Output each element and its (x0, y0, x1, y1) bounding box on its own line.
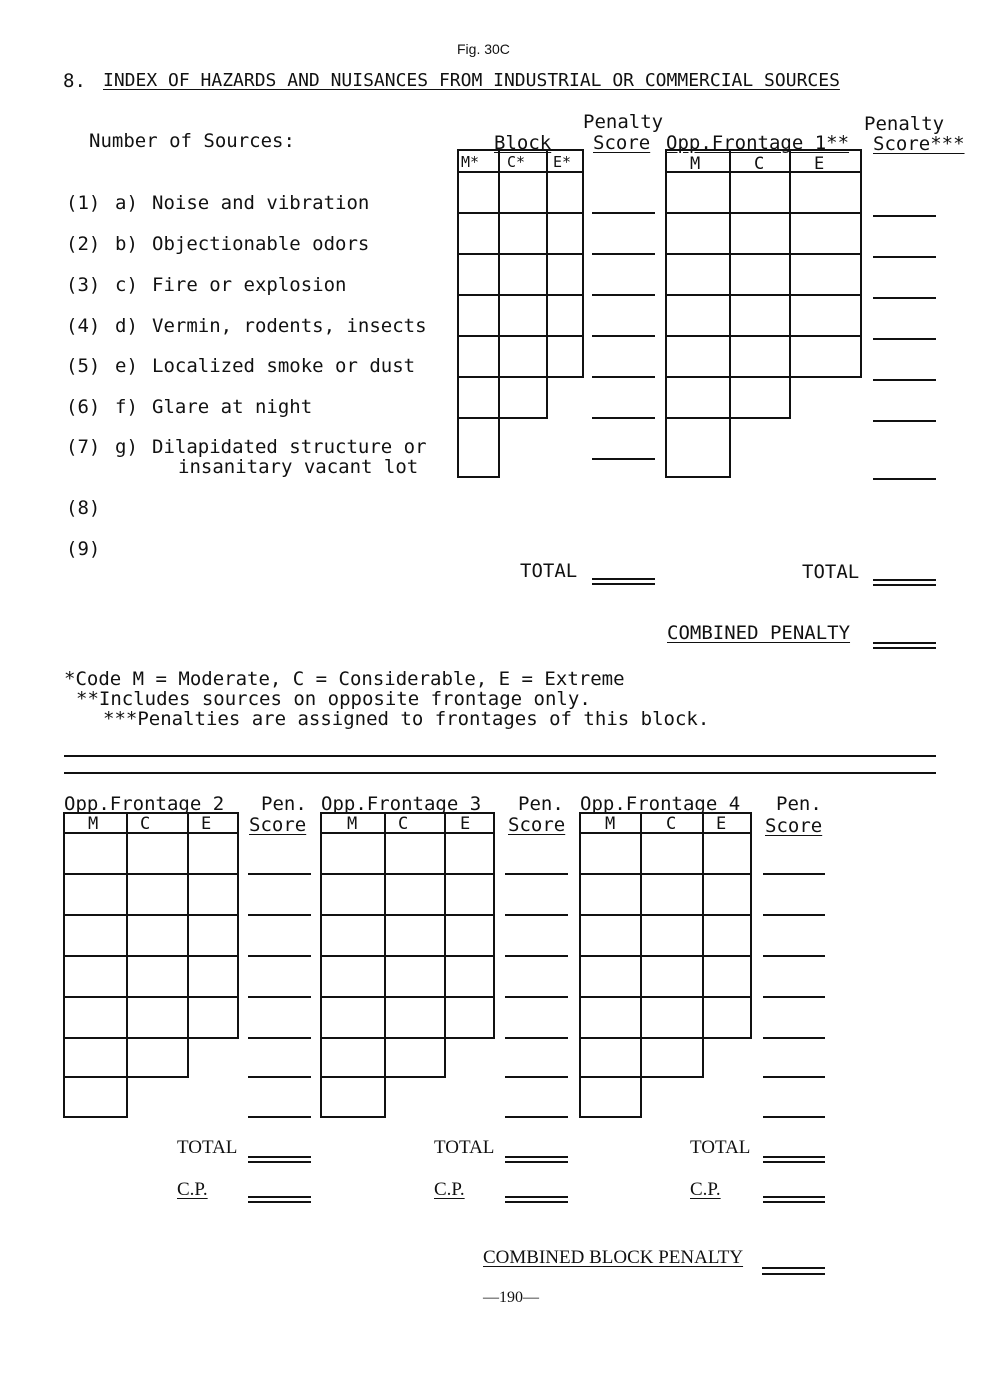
opp-frontage-3-header: Opp.Frontage 3 (321, 793, 482, 815)
item-num-6: (6) (66, 396, 101, 418)
block-grid-cell (499, 377, 547, 418)
opp4-grid-cell (703, 874, 751, 915)
block-grid-cell (499, 213, 547, 254)
item-num-4: (4) (66, 315, 101, 337)
opp3-col-c: C (398, 814, 409, 834)
opp-frontage-4-header: Opp.Frontage 4 (580, 793, 741, 815)
opp4-grid-cell (580, 833, 641, 874)
item-text-7-cont: insanitary vacant lot (178, 456, 419, 478)
item-num-2: (2) (66, 233, 101, 255)
opp2-grid-cell (64, 997, 127, 1038)
opp2-grid-cell (127, 997, 188, 1038)
opp3-total-label: TOTAL (434, 1137, 495, 1158)
opp3-grid-cell (385, 874, 445, 915)
opp3-grid-cell (445, 874, 494, 915)
item-num-8: (8) (66, 497, 101, 519)
opp2-grid-cell (127, 915, 188, 956)
opp4-total-label: TOTAL (690, 1137, 751, 1158)
opp1-grid-cell (666, 377, 730, 418)
opp3-grid-cell (385, 1038, 445, 1077)
item-letter-7: g) (115, 436, 138, 458)
opp4-grid-cell (703, 956, 751, 997)
item-letter-6: f) (115, 396, 138, 418)
opp3-pen-label: Pen. (518, 793, 564, 815)
block-grid-cell (547, 213, 583, 254)
opp4-grid-cell (703, 833, 751, 874)
combined-block-penalty-label: COMBINED BLOCK PENALTY (483, 1247, 744, 1268)
opp2-grid-cell (188, 874, 238, 915)
combined-penalty-label: COMBINED PENALTY (667, 622, 851, 644)
item-text-2: Objectionable odors (152, 233, 370, 255)
opp2-grid-cell (188, 956, 238, 997)
opp2-grid-cell (188, 997, 238, 1038)
opp4-score-label: Score (765, 815, 823, 837)
opp3-grid-cell (445, 915, 494, 956)
opp3-grid-cell (385, 997, 445, 1038)
opp3-grid-cell (445, 956, 494, 997)
opp3-grid-cell (321, 874, 385, 915)
opp4-grid-cell (641, 874, 703, 915)
opp3-grid-cell (445, 997, 494, 1038)
opp2-col-m: M (88, 814, 99, 834)
opp4-col-m: M (605, 814, 616, 834)
block-col-m: M* (461, 153, 480, 171)
opp1-grid-header-row (666, 150, 861, 172)
opp3-grid-header-row (321, 813, 494, 833)
block-grid-cell (499, 336, 547, 377)
item-letter-1: a) (115, 192, 138, 214)
figure-label: Fig. 30C (457, 41, 510, 57)
opp4-col-e: E (716, 814, 727, 834)
opp3-grid-cell (445, 833, 494, 874)
opp1-grid-cell (666, 213, 730, 254)
opp3-grid-cell (321, 1038, 385, 1077)
opp4-grid-cell (580, 1077, 641, 1117)
item-letter-4: d) (115, 315, 138, 337)
opp4-col-c: C (666, 814, 677, 834)
opp2-grid-cell (127, 1038, 188, 1077)
item-text-5: Localized smoke or dust (152, 355, 416, 377)
opp4-grid-cell (580, 915, 641, 956)
opp1-col-c: C (754, 154, 765, 174)
block-grid-cell (458, 172, 499, 213)
block-grid-cell (458, 254, 499, 295)
opp2-grid-cell (64, 874, 127, 915)
opp2-grid-cell (64, 1077, 127, 1117)
opp4-grid-cell (580, 956, 641, 997)
opp3-score-label: Score (508, 814, 566, 836)
item-num-1: (1) (66, 192, 101, 214)
opp4-grid-cell (580, 1038, 641, 1077)
opp2-total-label: TOTAL (177, 1137, 238, 1158)
opp1-grid-cell (790, 295, 861, 336)
opp3-grid-cell (385, 956, 445, 997)
opp3-grid-cell (321, 997, 385, 1038)
item-text-3: Fire or explosion (152, 274, 347, 296)
number-of-sources-label: Number of Sources: (89, 130, 295, 152)
block-grid-cell (547, 172, 583, 213)
item-num-3: (3) (66, 274, 101, 296)
opp2-col-e: E (201, 814, 212, 834)
opp1-grid-cell (666, 254, 730, 295)
opp3-grid-cell (321, 833, 385, 874)
penalty-score-label-2: Score*** (873, 133, 965, 155)
opp2-col-c: C (140, 814, 151, 834)
form-grid (64, 150, 936, 1274)
opp3-col-m: M (347, 814, 358, 834)
item-letter-5: e) (115, 355, 138, 377)
block-grid-header-row (458, 150, 583, 172)
penalty-label-2: Penalty (864, 113, 945, 135)
footnote-3: ***Penalties are assigned to frontages of this block. (103, 708, 710, 730)
block-grid-cell (547, 336, 583, 377)
opp1-grid-cell (730, 172, 790, 213)
block-grid-cell (458, 295, 499, 336)
item-letter-3: c) (115, 274, 138, 296)
opp2-pen-label: Pen. (261, 793, 307, 815)
opp4-grid-cell (641, 1038, 703, 1077)
opp3-grid-cell (385, 833, 445, 874)
opp1-total-label: TOTAL (802, 561, 860, 583)
opp-frontage-2-header: Opp.Frontage 2 (64, 793, 225, 815)
opp3-col-e: E (460, 814, 471, 834)
opp1-grid-cell (790, 172, 861, 213)
opp1-grid-cell (790, 254, 861, 295)
opp4-grid-cell (641, 833, 703, 874)
opp2-grid-header-row (64, 813, 238, 833)
opp1-grid-cell (666, 336, 730, 377)
block-grid-cell (499, 254, 547, 295)
opp4-grid-cell (703, 915, 751, 956)
opp1-grid-cell (666, 295, 730, 336)
penalty-score-label: Score (593, 132, 651, 154)
block-grid-cell (547, 295, 583, 336)
opp2-grid-cell (188, 915, 238, 956)
block-grid-cell (458, 377, 499, 418)
form-title: INDEX OF HAZARDS AND NUISANCES FROM INDUSTRIAL OR COMMERCIAL SOURCES (103, 70, 840, 91)
opp4-grid-cell (641, 956, 703, 997)
opp4-grid-cell (703, 997, 751, 1038)
opp2-grid-cell (188, 833, 238, 874)
opp4-grid-cell (641, 997, 703, 1038)
opp1-grid-cell (730, 377, 790, 418)
item-text-4: Vermin, rodents, insects (152, 315, 427, 337)
section-number: 8. (63, 70, 86, 92)
item-letter-2: b) (115, 233, 138, 255)
block-grid-cell (458, 336, 499, 377)
item-num-9: (9) (66, 538, 101, 560)
block-grid-cell (547, 254, 583, 295)
opp3-cp-label: C.P. (434, 1179, 465, 1200)
opp1-grid-cell (790, 213, 861, 254)
block-col-c: C* (507, 153, 526, 171)
opp3-grid-cell (321, 956, 385, 997)
block-grid-cell (499, 172, 547, 213)
opp4-grid-header-row (580, 813, 751, 833)
opp1-grid-cell (666, 172, 730, 213)
opp2-grid-cell (127, 956, 188, 997)
item-text-1: Noise and vibration (152, 192, 370, 214)
block-grid-cell (458, 418, 499, 477)
opp2-grid-cell (64, 956, 127, 997)
block-grid-cell (458, 213, 499, 254)
opp1-grid-cell (666, 418, 730, 477)
block-header: Block (494, 132, 552, 154)
item-num-7: (7) (66, 436, 101, 458)
block-total-label: TOTAL (520, 560, 578, 582)
opp2-cp-label: C.P. (177, 1179, 208, 1200)
opp4-grid-cell (641, 915, 703, 956)
opp3-grid-cell (321, 1077, 385, 1117)
opp1-grid-cell (730, 254, 790, 295)
opp-frontage-1-header: Opp.Frontage 1** (666, 132, 850, 154)
opp1-grid-cell (730, 295, 790, 336)
page-number: —190— (483, 1289, 539, 1306)
footnote-2: **Includes sources on opposite frontage only. (76, 688, 591, 710)
opp1-col-m: M (690, 154, 701, 174)
opp4-grid-cell (580, 874, 641, 915)
opp1-col-e: E (814, 154, 825, 174)
opp2-grid-cell (64, 833, 127, 874)
opp4-cp-label: C.P. (690, 1179, 721, 1200)
item-text-6: Glare at night (152, 396, 313, 418)
item-text-7: Dilapidated structure or (152, 436, 427, 458)
opp2-grid-cell (64, 915, 127, 956)
opp2-grid-cell (127, 874, 188, 915)
opp3-grid-cell (385, 915, 445, 956)
item-num-5: (5) (66, 355, 101, 377)
block-grid-cell (499, 295, 547, 336)
opp2-grid-cell (127, 833, 188, 874)
opp1-grid-cell (730, 213, 790, 254)
opp4-grid-cell (580, 997, 641, 1038)
opp2-score-label: Score (249, 814, 307, 836)
opp2-grid-cell (64, 1038, 127, 1077)
opp1-grid-cell (790, 336, 861, 377)
penalty-label: Penalty (583, 111, 664, 133)
opp1-grid-cell (730, 336, 790, 377)
opp3-grid-cell (321, 915, 385, 956)
block-col-e: E* (553, 153, 572, 171)
footnote-1: *Code M = Moderate, C = Considerable, E = Extreme (64, 668, 625, 690)
opp4-pen-label: Pen. (776, 793, 822, 815)
